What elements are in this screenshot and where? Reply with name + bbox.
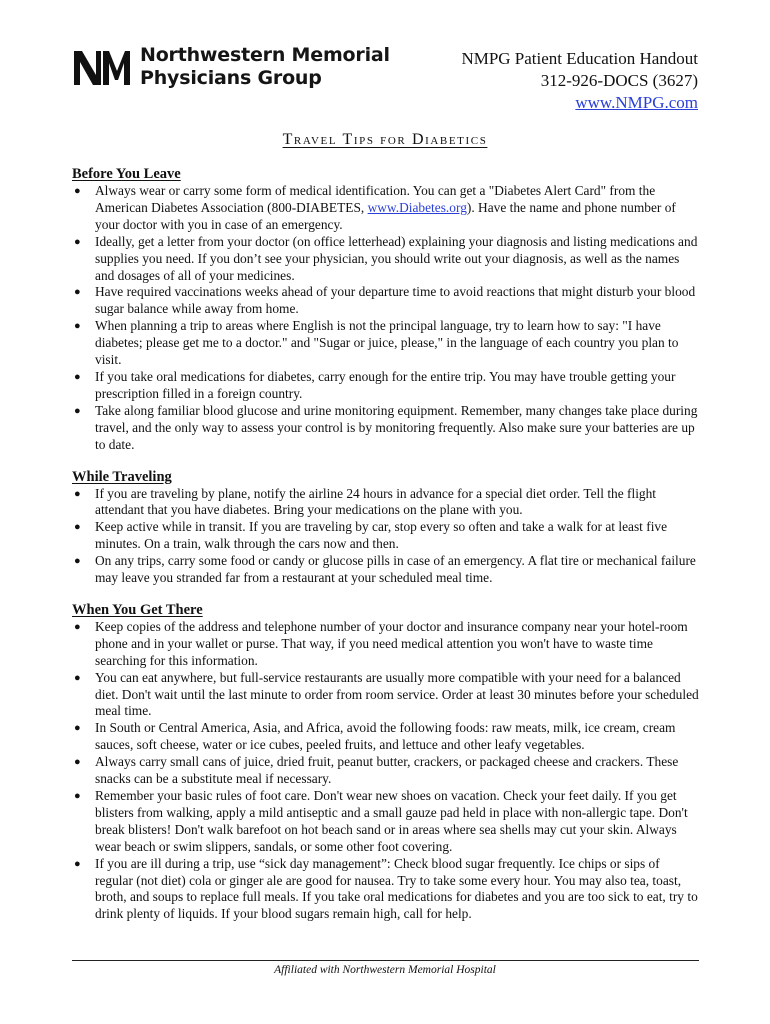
item-text: On any trips, carry some food or candy or glucose pills in case of an emergency. A flat tire or mechanical failure may leave you stranded far from a restaurant at your scheduled meal time. [95, 553, 696, 586]
bullet-icon: ● [74, 722, 81, 735]
page-header [72, 44, 698, 110]
item-text: Remember your basic rules of foot care. Don't wear new shoes on vacation. Check your feet daily. If you get blisters from walking, apply a mild antiseptic and a small gauze pad held in place with non-allergic tape. Don't break blisters! Don't walk barefoot on hot beach sand or in areas where sea shells may cut your skin. Always wear beach or swim slippers, sandals, or some other foot covering. [95, 788, 688, 854]
bullet-icon: ● [74, 320, 81, 333]
item-text: Have required vaccinations weeks ahead of your departure time to avoid reactions that might disturb your blood sugar balance while away from home. [95, 284, 696, 317]
bullet-icon: ● [74, 404, 81, 417]
item-text: Take along familiar blood glucose and urine monitoring equipment. Remember, many changes take place during travel, and the only way to assess your control is by monitoring frequently. Also make sure your batteries are up to date. [95, 402, 698, 452]
list-item [72, 369, 699, 403]
item-text: Keep copies of the address and telephone number of your doctor and insurance company near your hotel-room phone and in your wallet or purse. That way, if you need medical attention you won't have to waste time searching for this information. [95, 618, 688, 668]
list-item [72, 670, 699, 721]
footer-divider [72, 960, 699, 961]
website-link[interactable]: www.NMPG.com [575, 93, 698, 112]
item-text: In South or Central America, Asia, and Africa, avoid the following foods: raw meats, milk, ice cream, cream sauces, soft cheese, water or ice cubes, peeled fruits, and lettuce and other leafy vegetables. [95, 720, 676, 753]
phone-number: 312-926-DOCS (3627) [540, 71, 698, 90]
bullet-icon: ● [74, 857, 81, 870]
list-item [72, 486, 699, 520]
document-body [72, 166, 699, 923]
bullet-icon: ● [74, 286, 81, 299]
section-when-you-get-there [72, 602, 699, 923]
section-heading: Before You Leave [72, 166, 181, 182]
item-text: Keep active while in transit. If you are traveling by car, stop every so often and take a walk for at least five minutes. On a train, walk through the cars now and then. [95, 519, 668, 552]
list-item [72, 284, 699, 318]
logo-name-line1: Northwestern Memorial [140, 44, 390, 66]
section-before-you-leave [72, 166, 699, 454]
page-title-text: Travel Tips for Diabetics [282, 131, 488, 148]
list-item [72, 788, 699, 856]
bullet-icon: ● [74, 521, 81, 534]
list-item [72, 234, 699, 285]
item-text: Always carry small cans of juice, dried fruit, peanut butter, crackers, or packaged cheese and crackers. These snacks can be a substitute meal if necessary. [95, 754, 679, 787]
logo-wordmark [140, 44, 390, 90]
list-item [72, 856, 699, 924]
list-item [72, 519, 699, 553]
section-heading: While Traveling [72, 468, 172, 485]
bullet-icon: ● [74, 370, 81, 383]
contact-block [461, 48, 698, 114]
bullet-icon: ● [74, 620, 81, 633]
bullet-icon: ● [74, 487, 81, 500]
bullet-list [72, 183, 699, 454]
list-item [72, 754, 699, 788]
list-item [72, 720, 699, 754]
list-item [72, 553, 699, 587]
item-text: When planning a trip to areas where English is not the principal language, try to learn how to say: "I have diabetes; please get me to a doctor." and "Sugar or juice, please," in the language of each country you plan to visit. [95, 318, 679, 368]
section-heading: When You Get There [72, 601, 203, 618]
logo-name-line2: Physicians Group [140, 67, 322, 89]
bullet-icon: ● [74, 555, 81, 568]
item-text-cont: ). Have the name and phone number of your doctor with you in case of an emergency. [95, 199, 676, 232]
page-title [0, 131, 770, 149]
item-text: Ideally, get a letter from your doctor (on office letterhead) explaining your diagnosis and listing medications and supplies you need. If you don’t see your physician, you should write out your diagnosis, as well as the names and dosages of all of your medicines. [95, 233, 698, 283]
nm-monogram-icon [72, 47, 132, 87]
footer-affiliation: Affiliated with Northwestern Memorial Hospital [274, 964, 496, 976]
list-item [72, 619, 699, 670]
bullet-icon: ● [74, 235, 81, 248]
nmpg-logo [72, 44, 390, 90]
section-while-traveling [72, 469, 699, 587]
bullet-icon: ● [74, 671, 81, 684]
item-text: If you are traveling by plane, notify the airline 24 hours in advance for a special diet order. Tell the flight attendant that you have diabetes. Bring your medications on the plane with you. [95, 485, 657, 518]
bullet-icon: ● [74, 185, 81, 197]
list-item [72, 403, 699, 454]
item-text: If you are ill during a trip, use “sick day management”: Check blood sugar frequently. Ice chips or sips of regular (not diet) cola or ginger ale are good for nausea. Try to take some every hour. You may also tea, toast, broth, and soups to replace full meals. If you take oral medications for diabetes and you are too sick to eat, try to drink plenty of liquids. If your blood sugars remain high, call for help. [95, 855, 698, 922]
item-text: If you take oral medications for diabetes, carry enough for the entire trip. You may have trouble getting your prescription filled in a foreign country. [95, 368, 676, 401]
list-item [72, 318, 699, 369]
diabetes-org-link[interactable]: www.Diabetes.org [367, 199, 467, 215]
list-item [72, 183, 699, 234]
bullet-list [72, 619, 699, 923]
item-text: Always wear or carry some form of medical identification. You can get a "Diabetes Alert Card" from the American Diabetes Association (800-DIABETES, [95, 183, 656, 215]
bullet-icon: ● [74, 790, 81, 802]
handout-label: NMPG Patient Education Handout [461, 49, 698, 68]
item-text: You can eat anywhere, but full-service restaurants are usually more compatible with your need for a balanced diet. Don't wait until the last minute to order from room service. Order at least 30 minutes before your scheduled meal time. [95, 669, 699, 719]
bullet-list [72, 486, 699, 587]
bullet-icon: ● [74, 756, 81, 769]
